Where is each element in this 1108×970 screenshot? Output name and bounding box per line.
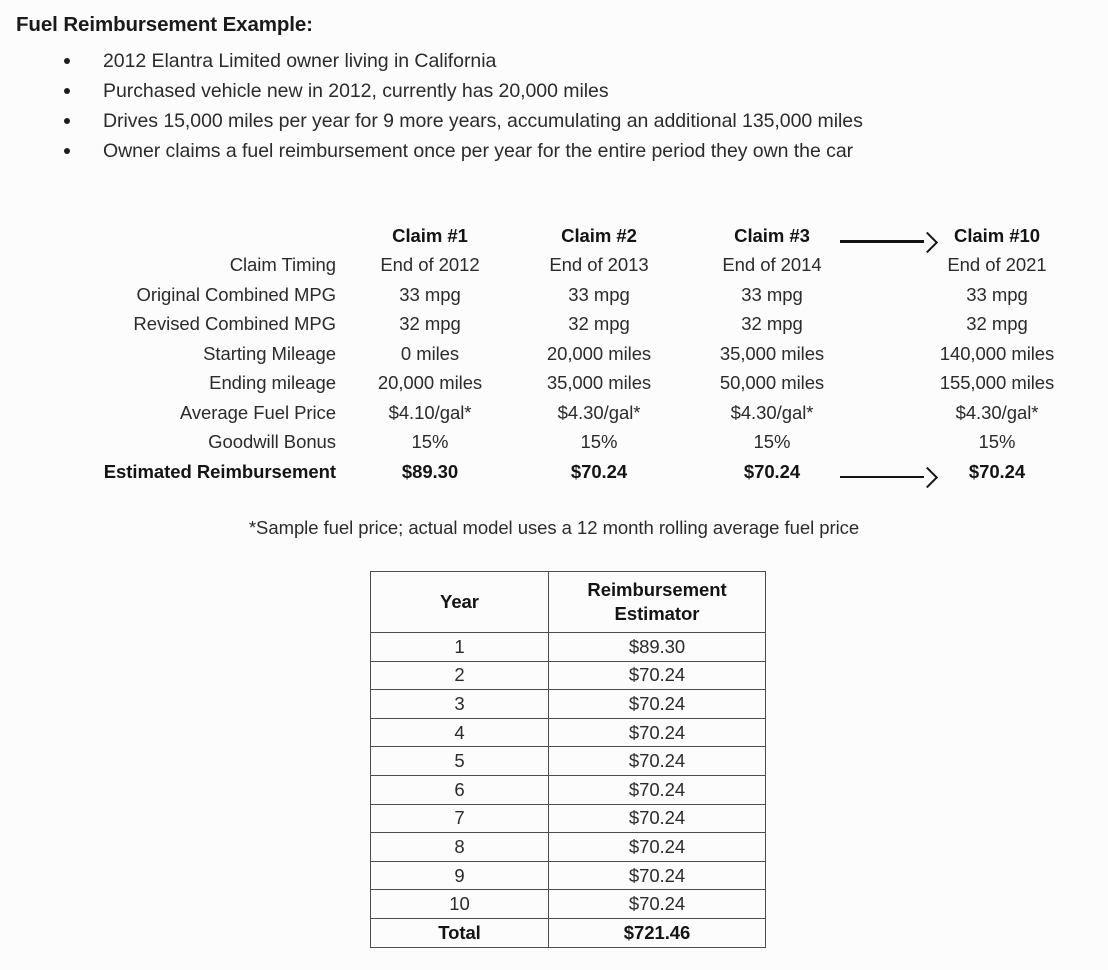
table-row-estimated-reimbursement: [0, 461, 1108, 491]
cell-year: 6: [371, 775, 549, 804]
list-item: [60, 76, 1100, 106]
row-label: Revised Combined MPG: [133, 313, 336, 334]
row-label: Starting Mileage: [203, 342, 336, 364]
table-cell: 0 miles: [400, 342, 460, 364]
table-cell: 20,000 miles: [377, 372, 483, 393]
cell-value: $70.24: [549, 690, 766, 719]
table-cell: 140,000 miles: [939, 342, 1055, 364]
table-row: [371, 633, 766, 662]
table-cell: End of 2014: [722, 254, 822, 275]
table-cell: 32 mpg: [399, 313, 461, 334]
cell-year: 7: [371, 804, 549, 833]
list-item-label: Drives 15,000 miles per year for 9 more years, accumulating an additional 135,000 miles: [103, 110, 863, 132]
table-cell: 35,000 miles: [546, 372, 652, 393]
list-item: [60, 136, 1100, 166]
row-label: Estimated Reimbursement: [103, 460, 336, 482]
list-item: [60, 46, 1100, 76]
table-row: [0, 372, 1108, 402]
footnote: *Sample fuel price; actual model uses a 12 month rolling average fuel price: [248, 517, 860, 538]
table-row: [371, 690, 766, 719]
table-cell: 33 mpg: [568, 283, 630, 305]
cell-value: $70.24: [549, 833, 766, 862]
table-cell: $89.30: [401, 460, 459, 482]
list-item-label: 2012 Elantra Limited owner living in California: [103, 50, 497, 72]
cell-year: 1: [371, 633, 549, 662]
table-cell: 32 mpg: [568, 313, 630, 334]
cell-value: $70.24: [549, 718, 766, 747]
cell-value: $70.24: [549, 775, 766, 804]
page-title: Fuel Reimbursement Example:: [16, 13, 313, 36]
table-cell: End of 2013: [549, 254, 649, 275]
list-item-label: Purchased vehicle new in 2012, currently has 20,000 miles: [103, 80, 609, 102]
table-cell: 15%: [580, 431, 618, 452]
list-item-label: Owner claims a fuel reimbursement once per year for the entire period they own the car: [103, 140, 854, 162]
claims-matrix: [0, 225, 1108, 490]
table-header-row: [371, 572, 766, 633]
table-row: [0, 313, 1108, 343]
table-cell: $4.10/gal*: [388, 401, 472, 423]
reimbursement-estimator-table: [370, 571, 766, 948]
row-label: Claim Timing: [229, 254, 336, 275]
table-row: [0, 254, 1108, 284]
claims-column-header: Claim #2: [561, 225, 637, 246]
table-cell: $70.24: [743, 460, 801, 482]
table-row: [0, 431, 1108, 461]
bullet-dot-icon: [64, 148, 70, 154]
table-cell: 15%: [411, 431, 449, 452]
table-cell: 33 mpg: [741, 283, 803, 305]
cell-value: $70.24: [549, 661, 766, 690]
claims-header-row: [0, 225, 1108, 254]
table-row-total: [371, 918, 766, 947]
cell-value: $70.24: [549, 804, 766, 833]
table-row: [371, 775, 766, 804]
column-header-reimbursement-estimator: Reimbursement Estimator: [549, 572, 766, 633]
table-row: [371, 833, 766, 862]
cell-year: 4: [371, 718, 549, 747]
bullet-dot-icon: [64, 88, 70, 94]
table-cell: 32 mpg: [966, 313, 1028, 334]
cell-year: 5: [371, 747, 549, 776]
table-cell: $4.30/gal*: [557, 401, 641, 423]
claims-column-header: Claim #10: [954, 225, 1040, 246]
table-cell: $4.30/gal*: [730, 401, 814, 423]
cell-year: 2: [371, 661, 549, 690]
table-cell: $4.30/gal*: [955, 401, 1039, 423]
table-row: [371, 804, 766, 833]
row-label: Original Combined MPG: [136, 283, 336, 305]
cell-value: $70.24: [549, 861, 766, 890]
row-label: Goodwill Bonus: [208, 431, 336, 452]
cell-year: 9: [371, 861, 549, 890]
table-row: [371, 661, 766, 690]
table-cell: 15%: [978, 431, 1016, 452]
table-cell: $70.24: [570, 460, 628, 482]
table-row: [371, 890, 766, 919]
bullet-dot-icon: [64, 118, 70, 124]
table-cell: $70.24: [968, 460, 1026, 482]
table-row: [0, 402, 1108, 432]
table-cell: 32 mpg: [741, 313, 803, 334]
cell-year: 8: [371, 833, 549, 862]
table-row: [371, 747, 766, 776]
cell-total-value: $721.46: [549, 918, 766, 947]
table-cell: 20,000 miles: [546, 342, 652, 364]
table-row: [0, 343, 1108, 373]
column-header-year: Year: [371, 572, 549, 633]
cell-value: $70.24: [549, 747, 766, 776]
table-cell: 33 mpg: [966, 283, 1028, 305]
table-cell: End of 2012: [380, 254, 480, 275]
cell-year: 10: [371, 890, 549, 919]
example-bullet-list: [60, 46, 1100, 166]
table-cell: 15%: [753, 431, 791, 452]
row-label: Average Fuel Price: [179, 401, 336, 423]
table-cell: 35,000 miles: [719, 342, 825, 364]
table-cell: 155,000 miles: [939, 372, 1055, 393]
list-item: [60, 106, 1100, 136]
table-row: [0, 284, 1108, 314]
cell-value: $89.30: [549, 633, 766, 662]
table-row: [371, 861, 766, 890]
table-cell: End of 2021: [947, 254, 1047, 275]
cell-total-label: Total: [371, 918, 549, 947]
table-row: [371, 718, 766, 747]
table-cell: 50,000 miles: [719, 372, 825, 393]
claims-column-header: Claim #3: [734, 225, 810, 246]
claims-column-header: Claim #1: [392, 225, 468, 246]
row-label: Ending mileage: [209, 372, 336, 393]
cell-value: $70.24: [549, 890, 766, 919]
bullet-dot-icon: [64, 58, 70, 64]
table-cell: 33 mpg: [399, 283, 461, 305]
cell-year: 3: [371, 690, 549, 719]
